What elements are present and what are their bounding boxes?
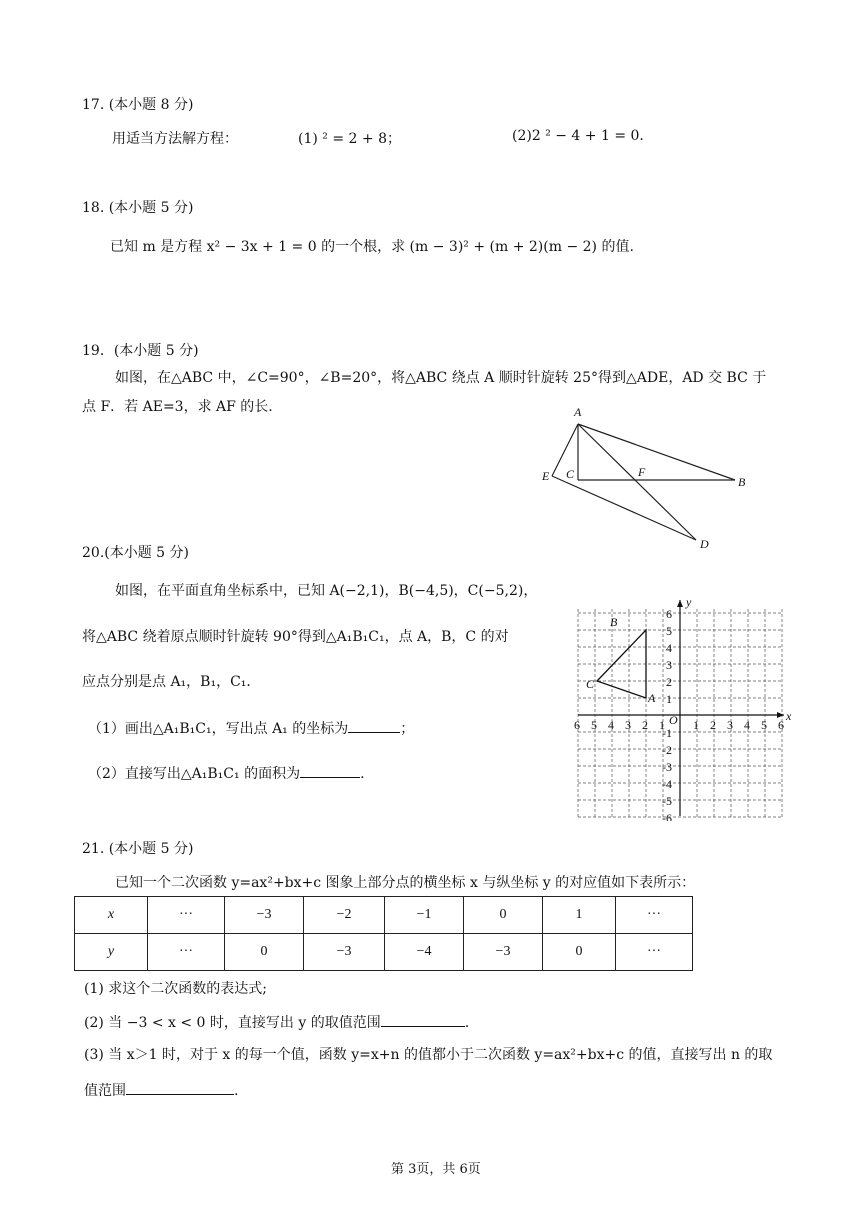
table-cell: y (75, 934, 148, 971)
table-cell: −1 (385, 897, 464, 934)
table-cell: 0 (225, 934, 304, 971)
y-tick-label: 6 (666, 607, 672, 621)
q17-equation-1: (1) ² = 2 + 8； (298, 131, 401, 147)
q21-intro: 已知一个二次函数 y=ax²+bx+c 图象上部分点的横坐标 x 与纵坐标 y 的对应值如下表所示： (115, 875, 696, 891)
y-tick-label: 1 (666, 692, 672, 706)
q20-part-1-end: ； (400, 721, 415, 737)
point-a-label: A (648, 691, 656, 705)
q20-part-2-end: . (360, 766, 365, 782)
table-cell: ··· (616, 897, 693, 934)
y-tick-label: -4 (662, 777, 672, 791)
q17-equation-2: (2)2 ² − 4 + 1 = 0. (512, 128, 644, 144)
y-tick-label: 4 (666, 641, 672, 655)
q21-part-3-line-2 (84, 1080, 238, 1100)
q21-part-1: (1) 求这个二次函数的表达式; (84, 981, 267, 997)
label-a: A (574, 405, 582, 419)
segment-ab (578, 424, 735, 480)
x-tick-label: 4 (744, 718, 750, 732)
q20-part-2-text: （2）直接写出△A₁B₁C₁ 的面积为 (88, 766, 301, 782)
y-tick-label: -6 (662, 811, 672, 821)
q21-answer-blank-3[interactable] (126, 1080, 234, 1095)
x-tick-label: 6 (574, 718, 580, 732)
x-tick-label: 3 (727, 718, 733, 732)
q19-triangle-figure (530, 402, 770, 552)
table-cell: ··· (148, 934, 225, 971)
q20-header: 20.(本小题 5 分) (82, 545, 189, 561)
label-f: F (638, 465, 646, 479)
q17-instruction: 用适当方法解方程： (112, 131, 238, 147)
segment-ad (578, 424, 696, 540)
q19-line-1: 如图，在△ABC 中，∠C=90°，∠B=20°，将△ABC 绕点 A 顺时针旋转 25°得到△ADE，AD 交 BC 于 (115, 370, 767, 386)
table-cell: 0 (543, 934, 616, 971)
point-b-label: B (610, 615, 618, 629)
y-axis-label: y (686, 596, 692, 609)
y-tick-label: 5 (666, 624, 672, 638)
q18-header: 18. (本小题 5 分) (82, 200, 194, 216)
label-b: B (738, 475, 746, 489)
q21-part-2-end: . (464, 1015, 470, 1031)
q21-value-table (74, 896, 693, 971)
q20-line-1: 如图，在平面直角坐标系中，已知 A(−2,1)，B(−4,5)，C(−5,2)， (115, 583, 538, 599)
x-tick-label: 2 (710, 718, 716, 732)
label-e: E (542, 469, 550, 483)
x-tick-label: 2 (642, 718, 648, 732)
q21-header: 21. (本小题 5 分) (82, 841, 194, 857)
y-tick-label: 3 (666, 658, 672, 672)
x-tick-label: 5 (591, 718, 597, 732)
page-footer: 第 3页，共 6页 (391, 1162, 481, 1177)
point-c-label: C (586, 677, 595, 691)
q20-part-1 (88, 718, 414, 738)
table-cell: x (75, 897, 148, 934)
q17-header: 17. (本小题 8 分) (82, 97, 194, 113)
q20-part-2 (88, 763, 365, 783)
y-tick-label: -2 (662, 743, 672, 757)
q20-answer-blank-2[interactable] (300, 763, 360, 778)
y-axis-arrow (677, 600, 683, 607)
table-cell: −2 (304, 897, 385, 934)
y-tick-label: 2 (666, 675, 672, 689)
q21-part-2-text: (2) 当 −3 < x < 0 时，直接写出 y 的取值范围 (84, 1015, 381, 1031)
x-tick-label: 6 (778, 718, 784, 732)
x-tick-label: 1 (659, 718, 665, 732)
q19-header: 19．(本小题 5 分) (82, 343, 199, 359)
q19-line-2: 点 F．若 AE=3，求 AF 的长. (82, 399, 273, 415)
label-d: D (700, 537, 709, 551)
segment-ed (552, 476, 696, 540)
segment-ae (552, 424, 578, 476)
table-cell: ··· (616, 934, 693, 971)
q20-coordinate-grid (566, 596, 796, 821)
x-axis-label: x (786, 709, 792, 723)
table-cell: 1 (543, 897, 616, 934)
q21-part-3-text: 值范围 (84, 1083, 126, 1099)
table-row-y (75, 934, 693, 971)
x-tick-label: 1 (693, 718, 699, 732)
q21-part-2 (84, 1012, 469, 1032)
table-row-x (75, 897, 693, 934)
table-cell: −4 (385, 934, 464, 971)
y-tick-label: -5 (662, 794, 672, 808)
table-cell: −3 (304, 934, 385, 971)
table-cell: −3 (225, 897, 304, 934)
origin-label: O (669, 713, 678, 727)
x-tick-label: 5 (761, 718, 767, 732)
q21-part-3-end: . (234, 1083, 239, 1099)
q20-answer-blank-1[interactable] (348, 718, 400, 733)
x-tick-label: 3 (625, 718, 631, 732)
table-cell: −3 (464, 934, 543, 971)
table-cell: ··· (148, 897, 225, 934)
label-c: C (566, 467, 575, 481)
q20-line-2: 将△ABC 绕着原点顺时针旋转 90°得到△A₁B₁C₁，点 A，B，C 的对 (82, 629, 509, 645)
y-tick-label: -3 (662, 760, 672, 774)
y-tick-label: -1 (662, 726, 672, 740)
x-tick-label: 4 (608, 718, 614, 732)
q20-part-1-text: （1）画出△A₁B₁C₁，写出点 A₁ 的坐标为 (88, 721, 349, 737)
q18-text: 已知 m 是方程 x² − 3x + 1 = 0 的一个根，求 (m − 3)² + (m + 2)(m − 2) 的值. (110, 239, 634, 255)
q21-part-3-line-1: (3) 当 x＞1 时，对于 x 的每一个值，函数 y=x+n 的值都小于二次函数 y=ax²+bx+c 的值，直接写出 n 的取 (84, 1047, 773, 1063)
q20-line-3: 应点分别是点 A₁，B₁，C₁． (82, 674, 261, 690)
table-cell: 0 (464, 897, 543, 934)
q21-answer-blank-2[interactable] (381, 1012, 465, 1027)
